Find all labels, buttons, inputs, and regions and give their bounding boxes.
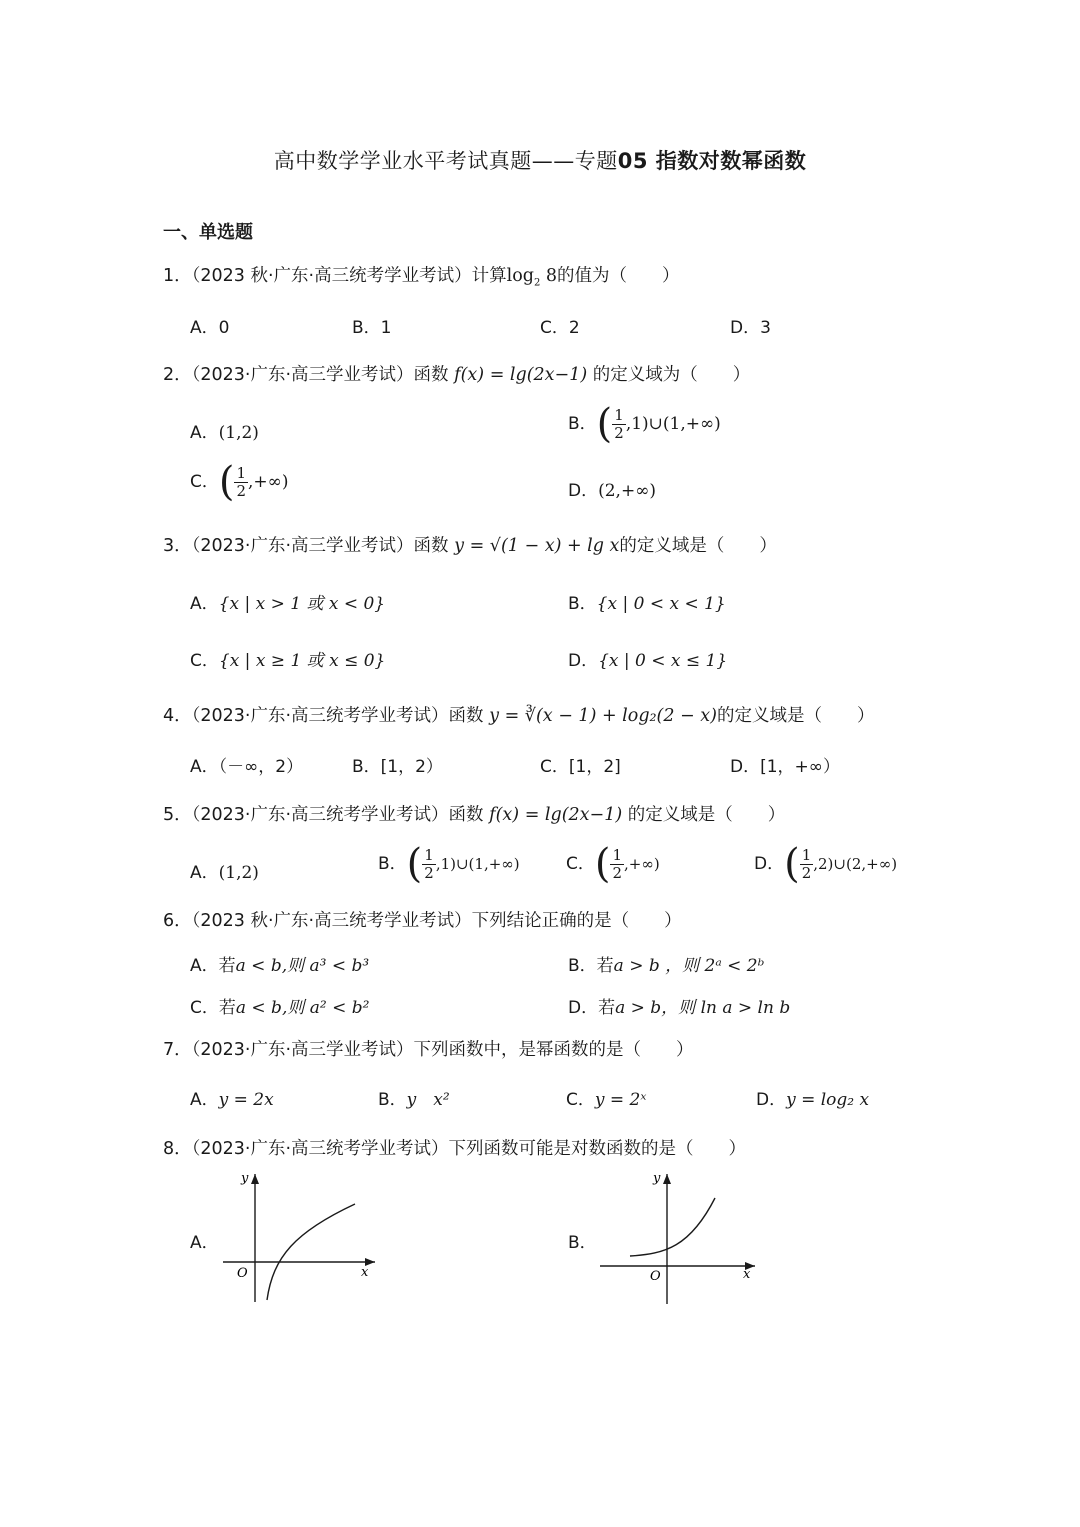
q5-a-math: (1,2): [218, 863, 259, 883]
y-axis-label: y: [241, 1171, 249, 1186]
q5-b-math: ,1)∪(1,+∞): [435, 855, 520, 873]
q7-option-b[interactable]: [378, 1085, 450, 1110]
q3-option-a[interactable]: [190, 589, 385, 614]
q3-math: y = √(1 − x) + lg x: [454, 536, 620, 556]
q5-c-math: ,+∞): [624, 855, 660, 873]
y-axis-arrow: [663, 1174, 671, 1184]
q2-stem-pre: 2．（2023·广东·高三学业考试）函数: [163, 365, 449, 385]
q1-option-b[interactable]: B．1: [352, 318, 392, 338]
title-normal: 高中数学学业水平考试真题——专题: [273, 149, 618, 173]
q2-option-b[interactable]: [568, 401, 721, 447]
frac-den: 2: [614, 423, 624, 442]
left-paren: (: [218, 459, 235, 505]
q3-a-label: A．: [190, 594, 219, 614]
q7-a-label: A．: [190, 1090, 219, 1110]
q6-c-math: a < b,则 a² < b²: [235, 998, 370, 1018]
q4-option-b[interactable]: B．[1，2）: [352, 757, 443, 777]
q2-option-c[interactable]: [190, 459, 289, 505]
q1-stem-post: 的值为（ ）: [557, 266, 680, 286]
left-paren: (: [594, 841, 611, 887]
q6-d-label: D．若: [568, 998, 616, 1018]
q5-c-label: C．: [566, 854, 595, 874]
q8-option-a-label[interactable]: A．: [190, 1233, 219, 1253]
y-axis-label: y: [653, 1171, 661, 1186]
q5-math: f(x) = lg(2x−1): [489, 805, 623, 825]
q4-math: y = ∛(x − 1) + log₂(2 − x): [489, 706, 717, 726]
fraction: [234, 465, 248, 500]
question-3-stem: [163, 532, 777, 557]
q5-d-math: ,2)∪(2,+∞): [813, 855, 898, 873]
q2-a-math: (1,2): [218, 423, 259, 443]
fraction: [800, 847, 814, 882]
section-heading: 一、单选题: [163, 222, 253, 243]
q7-d-math: y = log₂ x: [786, 1090, 870, 1110]
q3-option-b[interactable]: [568, 589, 726, 614]
q6-option-b[interactable]: [568, 951, 764, 976]
curve-a: [267, 1204, 355, 1300]
frac-den: 2: [236, 481, 247, 500]
q4-stem-pre: 4．（2023·广东·高三统考学业考试）函数: [163, 706, 484, 726]
q8-graph-b[interactable]: [595, 1162, 765, 1307]
q2-math: f(x) = lg(2x−1): [454, 365, 588, 385]
q2-c-math: ,+∞): [248, 472, 289, 492]
q5-d-label: D．: [754, 854, 785, 874]
left-paren: (: [406, 841, 423, 887]
fraction: [612, 407, 626, 442]
q2-d-label: D．: [568, 481, 599, 501]
page-title: [0, 145, 1080, 175]
frac-den: 2: [424, 863, 434, 882]
q6-option-c[interactable]: [190, 993, 369, 1018]
q5-option-a[interactable]: [190, 858, 259, 883]
q2-d-math: (2,+∞): [598, 481, 656, 501]
q6-b-label: B．若: [568, 956, 614, 976]
q6-d-math: a > b，则 ln a > ln b: [615, 998, 791, 1018]
q7-option-d[interactable]: [756, 1085, 869, 1110]
q1-option-a[interactable]: A．0: [190, 318, 230, 338]
q3-b-label: B．: [568, 594, 597, 614]
q2-stem-post: 的定义域为（ ）: [592, 365, 751, 385]
q5-option-c[interactable]: [566, 841, 660, 887]
q7-b-math: y x²: [406, 1090, 450, 1110]
q4-stem-post: 的定义域是（ ）: [716, 706, 875, 726]
q6-a-math: a < b,则 a³ < b³: [235, 956, 370, 976]
q7-c-label: C．: [566, 1090, 595, 1110]
q2-a-label: A．: [190, 423, 219, 443]
q7-a-math: y = 2x: [218, 1090, 274, 1110]
q4-option-d[interactable]: D．[1，+∞）: [730, 757, 840, 777]
q5-stem-pre: 5．（2023·广东·高三统考学业考试）函数: [163, 805, 484, 825]
q6-c-label: C．若: [190, 998, 236, 1018]
fraction: [610, 847, 624, 882]
q1-math-sub: 2: [533, 277, 541, 289]
frac-num: 1: [424, 845, 434, 864]
origin-label: O: [650, 1269, 661, 1284]
q5-b-label: B．: [378, 854, 407, 874]
q4-option-a[interactable]: A．（－∞，2）: [190, 757, 304, 777]
frac-den: 2: [801, 863, 812, 882]
curve-b: [630, 1198, 715, 1256]
q3-d-label: D．: [568, 651, 599, 671]
q3-b-math: {x | 0 < x < 1}: [596, 594, 726, 614]
q4-option-c[interactable]: C．[1，2]: [540, 757, 621, 777]
q1-math-arg: 8: [545, 266, 558, 286]
title-bold: 05 指数对数幂函数: [617, 149, 807, 173]
q3-stem-pre: 3．（2023·广东·高三学业考试）函数: [163, 536, 449, 556]
q5-a-label: A．: [190, 863, 219, 883]
q1-stem-pre: 1．（2023 秋·广东·高三统考学业考试）计算: [163, 266, 507, 286]
question-1-stem: [163, 262, 680, 289]
q7-option-c[interactable]: [566, 1085, 646, 1110]
q3-a-math: {x | x > 1 或 x < 0}: [218, 594, 386, 614]
frac-num: 1: [801, 845, 812, 864]
q7-d-label: D．: [756, 1090, 787, 1110]
q1-option-c[interactable]: C．2: [540, 318, 580, 338]
q7-b-label: B．: [378, 1090, 407, 1110]
q1-option-d[interactable]: D．3: [730, 318, 771, 338]
question-8-stem: 8．（2023·广东·高三统考学业考试）下列函数可能是对数函数的是（ ）: [163, 1139, 747, 1159]
q2-option-d[interactable]: [568, 476, 656, 501]
q2-b-math: ,1)∪(1,+∞): [625, 414, 721, 434]
q5-stem-post: 的定义域是（ ）: [627, 805, 786, 825]
x-axis-label: x: [361, 1265, 369, 1280]
q3-c-math: {x | x ≥ 1 或 x ≤ 0}: [218, 651, 386, 671]
q3-option-d[interactable]: [568, 646, 727, 671]
question-2-stem: [163, 361, 750, 386]
q3-c-label: C．: [190, 651, 219, 671]
x-axis-label: x: [743, 1267, 751, 1282]
frac-num: 1: [236, 463, 247, 482]
q1-math: [506, 266, 558, 289]
question-4-stem: [163, 702, 874, 727]
q6-a-label: A．若: [190, 956, 236, 976]
origin-label: O: [237, 1266, 248, 1281]
left-paren: (: [596, 401, 613, 447]
y-axis-arrow: [251, 1174, 259, 1184]
q6-option-a[interactable]: [190, 951, 369, 976]
frac-num: 1: [614, 405, 624, 424]
question-6-stem: 6．（2023 秋·广东·高三统考学业考试）下列结论正确的是（ ）: [163, 911, 682, 931]
q1-math-log: log: [506, 266, 534, 286]
question-7-stem: 7．（2023·广东·高三学业考试）下列函数中，是幂函数的是（ ）: [163, 1040, 694, 1060]
frac-num: 1: [612, 845, 623, 864]
q5-option-b[interactable]: [378, 841, 520, 887]
q5-option-d[interactable]: [754, 841, 898, 887]
q2-c-label: C．: [190, 472, 219, 492]
q2-option-a[interactable]: [190, 418, 259, 443]
q6-b-math: a > b ，则 2ᵃ < 2ᵇ: [613, 956, 765, 976]
q8-graph-a[interactable]: [215, 1162, 385, 1307]
q3-stem-post: 的定义域是（ ）: [619, 536, 777, 556]
q8-option-b-label[interactable]: B．: [568, 1233, 597, 1253]
fraction: [422, 847, 436, 882]
q6-option-d[interactable]: [568, 993, 790, 1018]
q3-d-math: {x | 0 < x ≤ 1}: [598, 651, 728, 671]
q7-c-math: y = 2ˣ: [594, 1090, 647, 1110]
q2-b-label: B．: [568, 414, 597, 434]
left-paren: (: [784, 841, 800, 887]
q3-option-c[interactable]: [190, 646, 385, 671]
frac-den: 2: [612, 863, 623, 882]
question-5-stem: [163, 801, 785, 826]
q7-option-a[interactable]: [190, 1085, 274, 1110]
